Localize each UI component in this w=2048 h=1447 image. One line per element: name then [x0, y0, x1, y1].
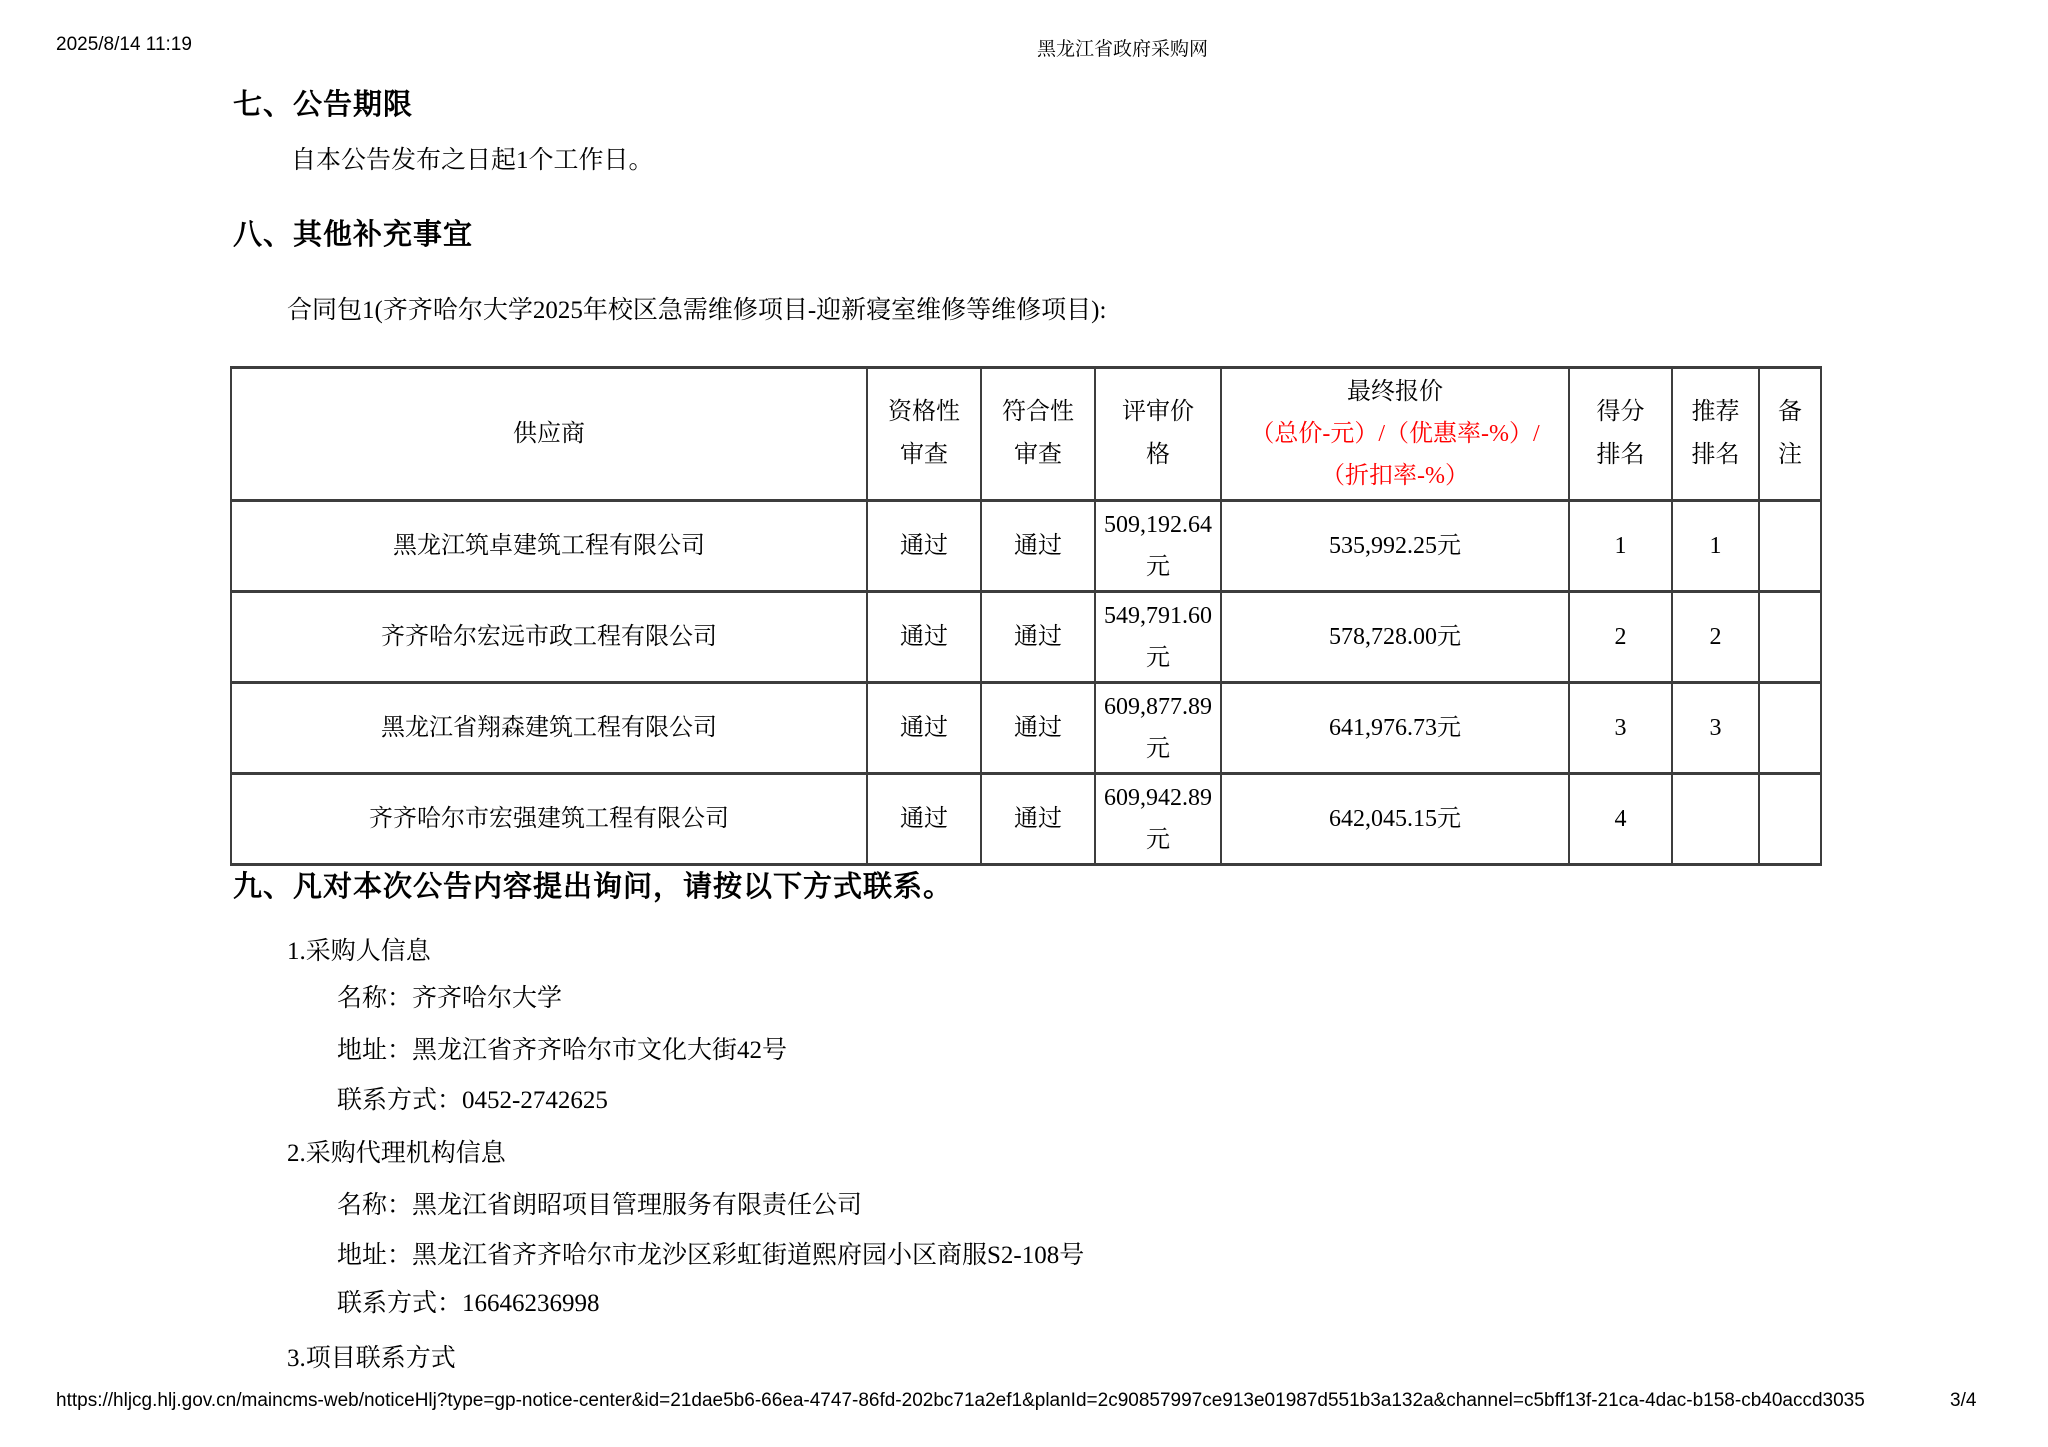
cell-final-quote: 641,976.73元 — [1221, 683, 1569, 774]
col-header-score-rank — [1569, 368, 1672, 501]
cell-recommend-rank: 1 — [1672, 501, 1759, 592]
project-contact-label: 3.项目联系方式 — [287, 1345, 456, 1372]
table-row — [231, 501, 1821, 592]
cell-final-quote: 535,992.25元 — [1221, 501, 1569, 592]
cell-compliance: 通过 — [981, 501, 1095, 592]
cell-supplier: 齐齐哈尔市宏强建筑工程有限公司 — [231, 774, 867, 865]
col-header-remark — [1759, 368, 1821, 501]
col-header-remark-line1: 备 — [1778, 398, 1802, 425]
final-quote-subtitle: （总价-元）/（优惠率-%）/（折扣率-%） — [1250, 421, 1540, 489]
col-header-remark-line2: 注 — [1778, 442, 1802, 468]
agency-address: 地址：黑龙江省齐齐哈尔市龙沙区彩虹街道熙府园小区商服S2-108号 — [337, 1242, 1085, 1269]
col-header-score-rank-line1: 得分 — [1596, 398, 1645, 425]
cell-score-rank: 3 — [1569, 683, 1672, 774]
table-header-row — [231, 368, 1821, 501]
purchaser-info-label: 1.采购人信息 — [287, 938, 431, 965]
cell-recommend-rank: 2 — [1672, 592, 1759, 683]
col-header-review-price-line2: 格 — [1146, 442, 1170, 468]
table-row — [231, 592, 1821, 683]
cell-final-quote: 642,045.15元 — [1221, 774, 1569, 865]
agency-name: 名称：黑龙江省朗昭项目管理服务有限责任公司 — [337, 1192, 863, 1219]
col-header-score-rank-line2: 排名 — [1596, 442, 1645, 468]
cell-supplier: 黑龙江筑卓建筑工程有限公司 — [231, 501, 867, 592]
col-header-final-quote — [1221, 368, 1569, 501]
col-header-qualification — [867, 368, 981, 501]
purchaser-address: 地址：黑龙江省齐齐哈尔市文化大街42号 — [337, 1037, 788, 1064]
announcement-period-body: 自本公告发布之日起1个工作日。 — [291, 147, 654, 174]
col-header-compliance-line1: 符合性 — [1002, 398, 1074, 425]
cell-recommend-rank: 3 — [1672, 683, 1759, 774]
section-heading-supplementary: 八、其他补充事宜 — [233, 219, 474, 251]
cell-final-quote: 578,728.00元 — [1221, 592, 1569, 683]
cell-review-price: 509,192.64元 — [1095, 501, 1221, 592]
print-footer-page-number: 3/4 — [1950, 1390, 1977, 1411]
cell-review-price: 609,877.89元 — [1095, 683, 1221, 774]
col-header-recommend-rank-line2: 排名 — [1691, 442, 1740, 468]
col-header-supplier: 供应商 — [231, 368, 867, 501]
cell-remark — [1759, 592, 1821, 683]
cell-score-rank: 4 — [1569, 774, 1672, 865]
contract-package-intro: 合同包1(齐齐哈尔大学2025年校区急需维修项目-迎新寝室维修等维修项目): — [287, 297, 1107, 324]
cell-supplier: 黑龙江省翔森建筑工程有限公司 — [231, 683, 867, 774]
print-footer-url: https://hljcg.hlj.gov.cn/maincms-web/noticeHlj?type=gp-notice-center&id=21dae5b6-66ea-4747-86fd-202bc71a2ef1&planId=2c90857997ce913e01987d551b3a132a&channel=c5bff13f-21ca-4dac-b158-cb40accd3035 — [56, 1390, 1865, 1411]
agency-info-label: 2.采购代理机构信息 — [287, 1140, 506, 1167]
cell-score-rank: 1 — [1569, 501, 1672, 592]
section-heading-announcement-period: 七、公告期限 — [233, 89, 414, 121]
col-header-compliance-line2: 审查 — [1014, 442, 1062, 468]
cell-qualification: 通过 — [867, 501, 981, 592]
col-header-recommend-rank — [1672, 368, 1759, 501]
cell-recommend-rank — [1672, 774, 1759, 865]
table-row — [231, 683, 1821, 774]
col-header-compliance — [981, 368, 1095, 501]
cell-review-price: 609,942.89元 — [1095, 774, 1221, 865]
cell-compliance: 通过 — [981, 774, 1095, 865]
table-row — [231, 774, 1821, 865]
section-heading-contact: 九、凡对本次公告内容提出询问，请按以下方式联系。 — [233, 871, 954, 903]
cell-compliance: 通过 — [981, 592, 1095, 683]
col-header-review-price — [1095, 368, 1221, 501]
final-quote-title: 最终报价 — [1347, 379, 1443, 405]
purchaser-name: 名称：齐齐哈尔大学 — [337, 985, 563, 1012]
cell-remark — [1759, 501, 1821, 592]
cell-score-rank: 2 — [1569, 592, 1672, 683]
print-datetime: 2025/8/14 11:19 — [56, 34, 192, 55]
cell-remark — [1759, 774, 1821, 865]
cell-remark — [1759, 683, 1821, 774]
purchaser-phone: 联系方式：0452-2742625 — [337, 1087, 608, 1114]
col-header-qualification-line1: 资格性 — [888, 398, 960, 425]
cell-compliance: 通过 — [981, 683, 1095, 774]
cell-review-price: 549,791.60元 — [1095, 592, 1221, 683]
col-header-qualification-line2: 审查 — [900, 442, 948, 468]
col-header-recommend-rank-line1: 推荐 — [1691, 398, 1740, 425]
cell-qualification: 通过 — [867, 592, 981, 683]
cell-qualification: 通过 — [867, 774, 981, 865]
col-header-review-price-line1: 评审价 — [1122, 398, 1194, 425]
cell-qualification: 通过 — [867, 683, 981, 774]
bid-result-table — [230, 366, 1822, 866]
agency-phone: 联系方式：16646236998 — [337, 1290, 600, 1317]
print-site-title: 黑龙江省政府采购网 — [1037, 39, 1209, 60]
cell-supplier: 齐齐哈尔宏远市政工程有限公司 — [231, 592, 867, 683]
